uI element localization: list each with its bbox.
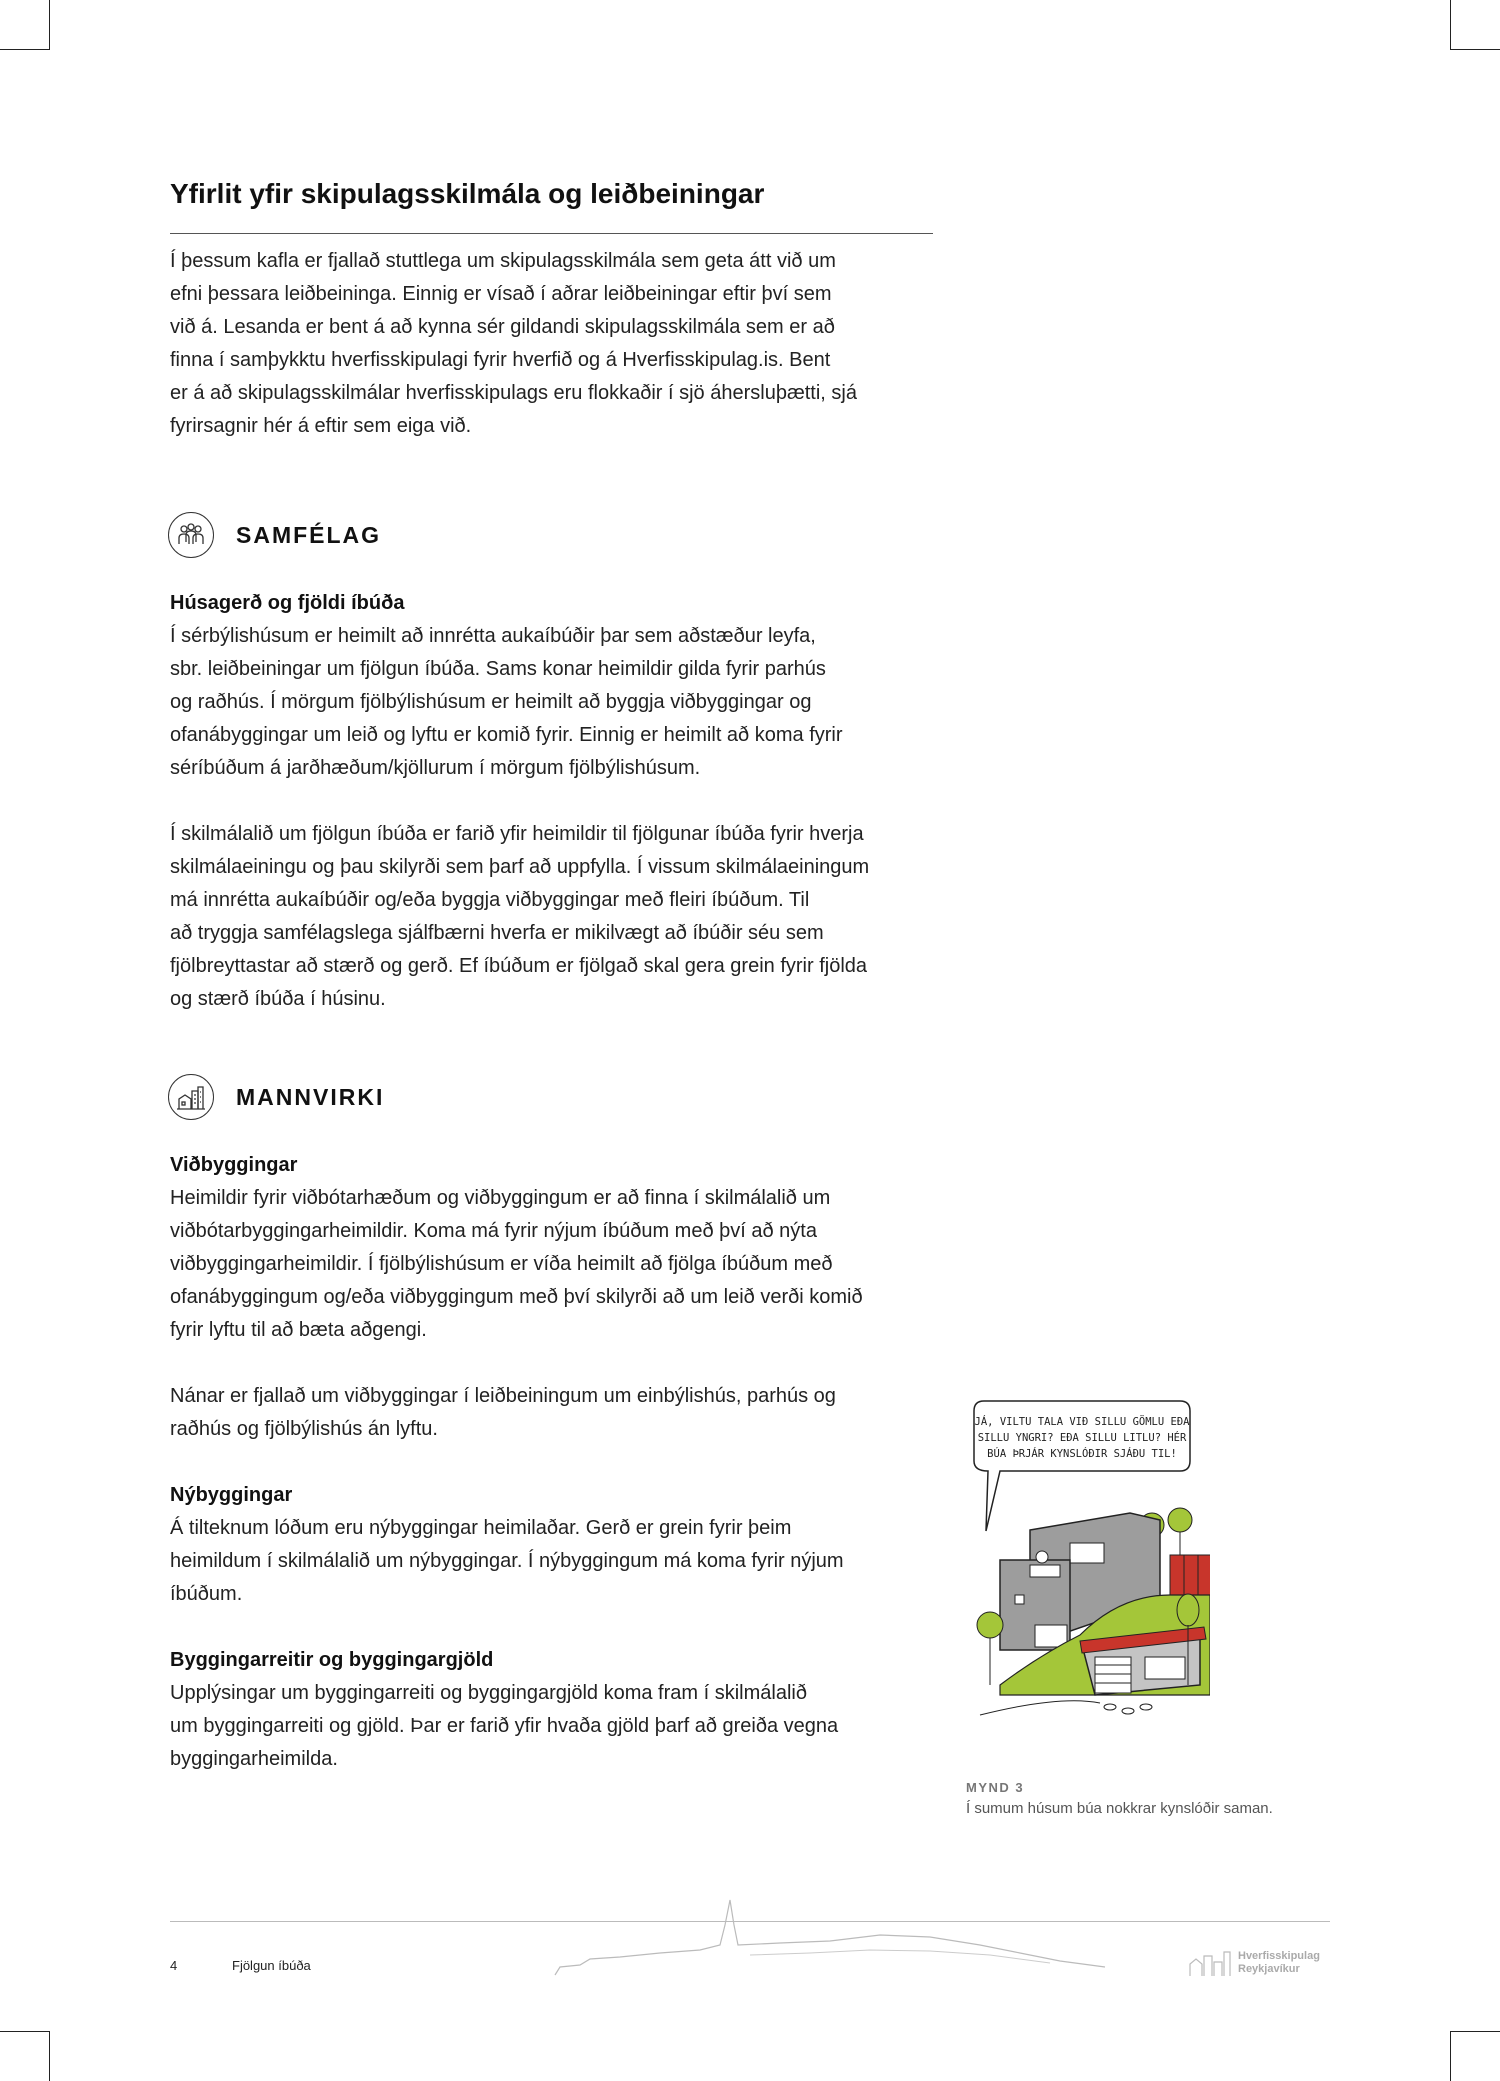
footer-title: Fjölgun íbúða <box>232 1958 311 1973</box>
section-header-mannvirki <box>168 1074 384 1120</box>
bubble-line-3: BÚA ÞRJÁR KYNSLÓÐIR SJÁÐU TIL! <box>987 1448 1177 1460</box>
brand-line-2: Reykjavíkur <box>1238 1963 1300 1975</box>
mannvirki-paragraph-3: Á tilteknum lóðum eru nýbyggingar heimilaðar. Gerð er grein fyrir þeim heimildum í skilmálalið um nýbyggingar. Í nýbyggingum má koma fyrir nýjum íbúðum. <box>170 1517 844 1605</box>
figure-caption: Í sumum húsum búa nokkrar kynslóðir saman. <box>966 1800 1273 1817</box>
samfelag-paragraph-2: Í skilmálalið um fjölgun íbúða er farið yfir heimildir til fjölgunar íbúða fyrir hverja skilmálaeiningu og þau skilyrði sem þarf að uppfylla. Í vissum skilmálaeiningum má innrétta aukaíbúðir og/eða byggja viðbyggingar með fleiri íbúðum. Til að tryggja samfélagslega sjálfbærni hverfa er mikilvægt að íbúðir séu sem fjölbreyttastar að stærð og gerð. Ef íbúðum er fjölgað skal gera grein fyrir fjölda og stærð íbúða í húsinu. <box>170 823 870 1010</box>
brand-logo <box>1188 1948 1320 1978</box>
figure-label: MYND 3 <box>966 1780 1025 1795</box>
page-title: Yfirlit yfir skipulagsskilmála og leiðbeiningar <box>170 178 765 209</box>
page-number: 4 <box>170 1958 178 1973</box>
bubble-line-2: SILLU YNGRI? EÐA SILLU LITLU? HÉR <box>977 1432 1187 1444</box>
subheading-vidbyggingar: Viðbyggingar <box>170 1154 298 1176</box>
section-header-samfelag <box>168 512 381 558</box>
subheading-husagerd: Húsagerð og fjöldi íbúða <box>170 592 405 614</box>
crop-mark <box>1450 2031 1500 2032</box>
buildings-icon <box>168 1074 214 1120</box>
crop-mark <box>0 2031 50 2032</box>
mannvirki-paragraph-1: Heimildir fyrir viðbótarhæðum og viðbyggingum er að finna í skilmálalið um viðbótarbyggingarheimildir. Koma má fyrir nýjum íbúðum með því að nýta viðbyggingarheimildir. Í fjölbýlishúsum er víða heimilt að fjölga íbúðum með ofanábyggingum og/eða viðbyggingum með því skilyrði að um leið verði komið fyrir lyftu til að bæta aðgengi. <box>170 1187 863 1341</box>
intro-paragraph: Í þessum kafla er fjallað stuttlega um skipulagsskilmála sem geta átt við um efni þessara leiðbeininga. Einnig er vísað í aðrar leiðbeiningar eftir því sem við á. Lesanda er bent á að kynna sér gildandi skipulagsskilmála sem er að finna í samþykktu hverfisskipulagi fyrir hverfið og á Hverfisskipulag.is. Bent er á að skipulagsskilmálar hverfisskipulags eru flokkaðir í sjö áhersluþætti, sjá fyrirsagnir hér á eftir sem eiga við. <box>170 250 857 437</box>
section-label-mannvirki: MANNVIRKI <box>236 1083 385 1110</box>
mannvirki-paragraph-4: Upplýsingar um byggingarreiti og byggingargjöld koma fram í skilmálalið um byggingarreiti og gjöld. Þar er farið yfir hvaða gjöld þarf að greiða vegna byggingarheimilda. <box>170 1682 839 1770</box>
section-label-samfelag: SAMFÉLAG <box>236 521 382 548</box>
crop-mark <box>0 49 50 50</box>
bubble-line-1: JÁ, VILTU TALA VIÐ SILLU GÖMLU EÐA <box>974 1416 1190 1428</box>
house-illustration <box>960 1395 1210 1745</box>
brand-line-1: Hverfisskipulag <box>1238 1950 1320 1962</box>
skyline-illustration <box>550 1895 1110 1990</box>
brand-mark-icon <box>1188 1948 1232 1978</box>
crop-mark <box>49 0 50 50</box>
subheading-nybyggingar: Nýbyggingar <box>170 1484 293 1506</box>
crop-mark <box>49 2031 50 2081</box>
people-group-icon <box>168 512 214 558</box>
crop-mark <box>1450 2031 1451 2081</box>
crop-mark <box>1450 49 1500 50</box>
title-divider <box>170 233 933 234</box>
mannvirki-paragraph-2: Nánar er fjallað um viðbyggingar í leiðbeiningum um einbýlishús, parhús og raðhús og fjölbýlishús án lyftu. <box>170 1385 836 1440</box>
subheading-byggingarreitir: Byggingarreitir og byggingargjöld <box>170 1649 494 1671</box>
crop-mark <box>1450 0 1451 50</box>
samfelag-paragraph-1: Í sérbýlishúsum er heimilt að innrétta aukaíbúðir þar sem aðstæður leyfa, sbr. leiðbeiningar um fjölgun íbúða. Sams konar heimildir gilda fyrir parhús og raðhús. Í mörgum fjölbýlishúsum er heimilt að byggja viðbyggingar og ofanábyggingar um leið og lyftu er komið fyrir. Einnig er heimilt að koma fyrir séríbúðum á jarðhæðum/kjöllurum í mörgum fjölbýlishúsum. <box>170 625 843 779</box>
